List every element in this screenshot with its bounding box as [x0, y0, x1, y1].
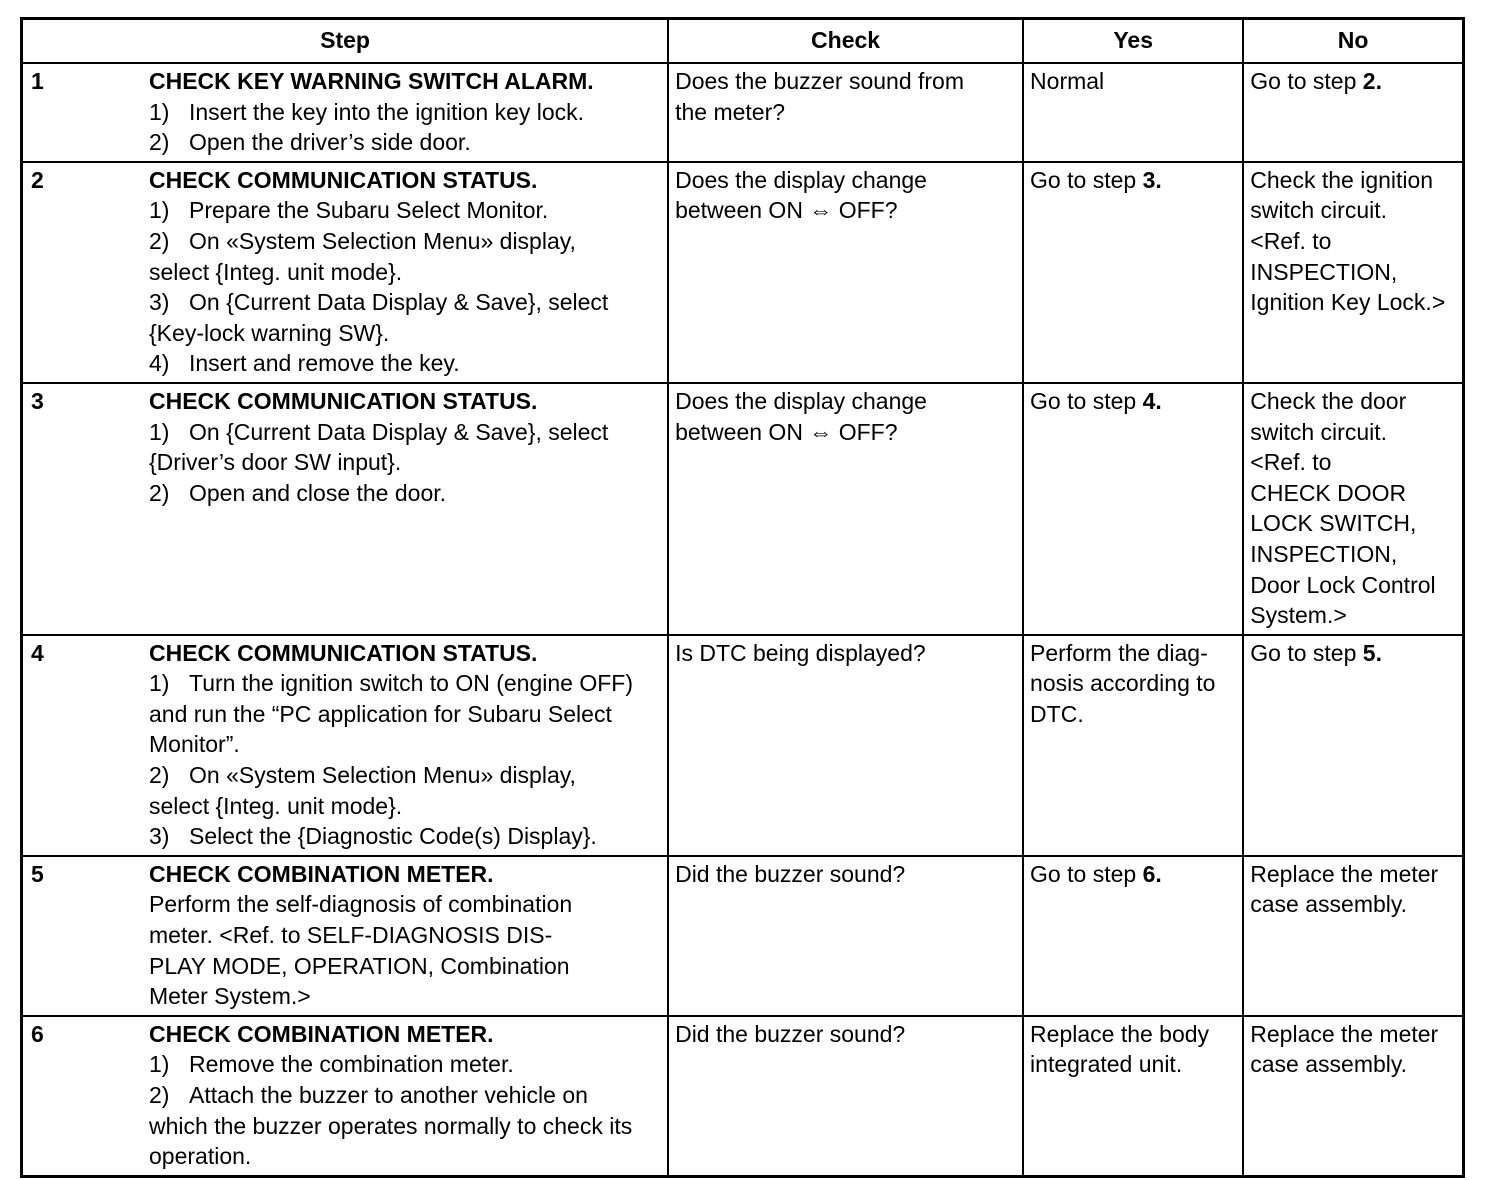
no-cell: Go to step 5. [1243, 635, 1463, 856]
yes-cell: Go to step 4. [1023, 383, 1243, 635]
no-cell: Replace the meter case assembly. [1243, 1016, 1463, 1176]
table-row [22, 635, 1464, 856]
yes-cell: Go to step 6. [1023, 856, 1243, 1016]
step-instruction: 1) Prepare the Subaru Select Monitor. [149, 197, 549, 224]
step-title: CHECK COMBINATION METER. [149, 1020, 494, 1047]
check-cell: Does the display change between ON ⇔ OFF? [668, 383, 1023, 635]
step-instruction: Meter System.> [149, 983, 311, 1010]
step-instruction: 1) On {Current Data Display & Save}, select [149, 418, 609, 445]
header-no: No [1243, 19, 1463, 64]
header-check: Check [668, 19, 1023, 64]
no-cell: Check the door switch circuit. <Ref. to CHECK DOOR LOCK SWITCH, INSPECTION, Door Lock Control System.> [1243, 383, 1463, 635]
step-instruction: PLAY MODE, OPERATION, Combination [149, 952, 570, 979]
step-instruction: 2) Attach the buzzer to another vehicle on [149, 1082, 588, 1108]
step-title: CHECK COMMUNICATION STATUS. [149, 166, 538, 193]
yes-cell: Go to step 3. [1023, 162, 1243, 383]
step-instruction: Perform the self-diagnosis of combination [149, 891, 573, 918]
step-instruction: meter. <Ref. to SELF-DIAGNOSIS DIS- [149, 922, 553, 949]
step-number: 6 [31, 1020, 44, 1047]
table-row [22, 63, 1464, 162]
step-title: CHECK KEY WARNING SWITCH ALARM. [149, 68, 594, 94]
no-cell: Go to step 2. [1243, 63, 1463, 162]
table-row [22, 856, 1464, 1016]
step-number: 1 [31, 68, 44, 94]
step-number: 2 [31, 166, 44, 193]
header-yes: Yes [1023, 19, 1243, 64]
yes-cell: Perform the diag- nosis according to DTC. [1023, 635, 1243, 856]
yes-cell: Replace the body integrated unit. [1023, 1016, 1243, 1176]
no-cell: Check the ignition switch circuit. <Ref. to INSPECTION, Ignition Key Lock.> [1243, 162, 1463, 383]
check-cell: Does the buzzer sound from the meter? [668, 63, 1023, 162]
step-instruction: 2) Open and close the door. [149, 479, 447, 506]
step-title: CHECK COMBINATION METER. [149, 860, 494, 887]
step-cell: 4 CHECK COMMUNICATION STATUS. 1) Turn the ignition switch to ON (engine OFF) and run the “PC application for Subaru Select Monitor”. 2) On «System Selection Menu» display, select {Integ. unit mode}. 3) Select the {Diagnostic Code(s) Display}. [22, 635, 669, 856]
check-cell: Does the display change between ON ⇔ OFF? [668, 162, 1023, 383]
check-cell: Did the buzzer sound? [668, 856, 1023, 1016]
step-instruction: 2) On «System Selection Menu» display, [149, 762, 576, 789]
step-instruction: 2) Open the driver’s side door. [149, 129, 471, 156]
table-row [22, 383, 1464, 635]
table-row [22, 162, 1464, 383]
step-cell: 2 CHECK COMMUNICATION STATUS. 1) Prepare the Subaru Select Monitor. 2) On «System Selection Menu» display, select {Integ. unit mode}. 3) On {Current Data Display & Save}, select {Key-lock warning SW}. 4) Insert and remove the key. [22, 162, 669, 383]
check-cell: Did the buzzer sound? [668, 1016, 1023, 1176]
step-instruction: 4) Insert and remove the key. [149, 350, 460, 377]
step-cell [22, 63, 669, 162]
step-instruction: 1) Turn the ignition switch to ON (engine OFF) [149, 670, 633, 697]
table-row [22, 1016, 1464, 1176]
header-row [22, 19, 1464, 64]
step-title: CHECK COMMUNICATION STATUS. [149, 639, 538, 666]
step-instruction: 3) On {Current Data Display & Save}, select [149, 289, 609, 316]
header-step: Step [22, 19, 669, 64]
step-instruction: 1) Insert the key into the ignition key lock. [149, 98, 585, 125]
diagnostic-table [20, 17, 1465, 1178]
step-number: 5 [31, 860, 44, 887]
step-cell: 3 CHECK COMMUNICATION STATUS. 1) On {Current Data Display & Save}, select {Driver’s door SW input}. 2) Open and close the door. [22, 383, 669, 635]
step-number: 3 [31, 387, 44, 414]
step-instruction: 2) On «System Selection Menu» display, [149, 227, 576, 254]
step-cell [22, 856, 669, 1016]
yes-cell: Normal [1023, 63, 1243, 162]
step-instruction: 1) Remove the combination meter. [149, 1051, 514, 1078]
no-cell: Replace the meter case assembly. [1243, 856, 1463, 1016]
step-cell: 6 CHECK COMBINATION METER. 1) Remove the combination meter. 2) Attach the buzzer to another vehicle on which the buzzer operates normally to check its operation. [22, 1016, 669, 1176]
step-number: 4 [31, 639, 44, 666]
check-cell: Is DTC being displayed? [668, 635, 1023, 856]
step-title: CHECK COMMUNICATION STATUS. [149, 387, 538, 414]
step-instruction: 3) Select the {Diagnostic Code(s) Display}. [149, 823, 597, 850]
